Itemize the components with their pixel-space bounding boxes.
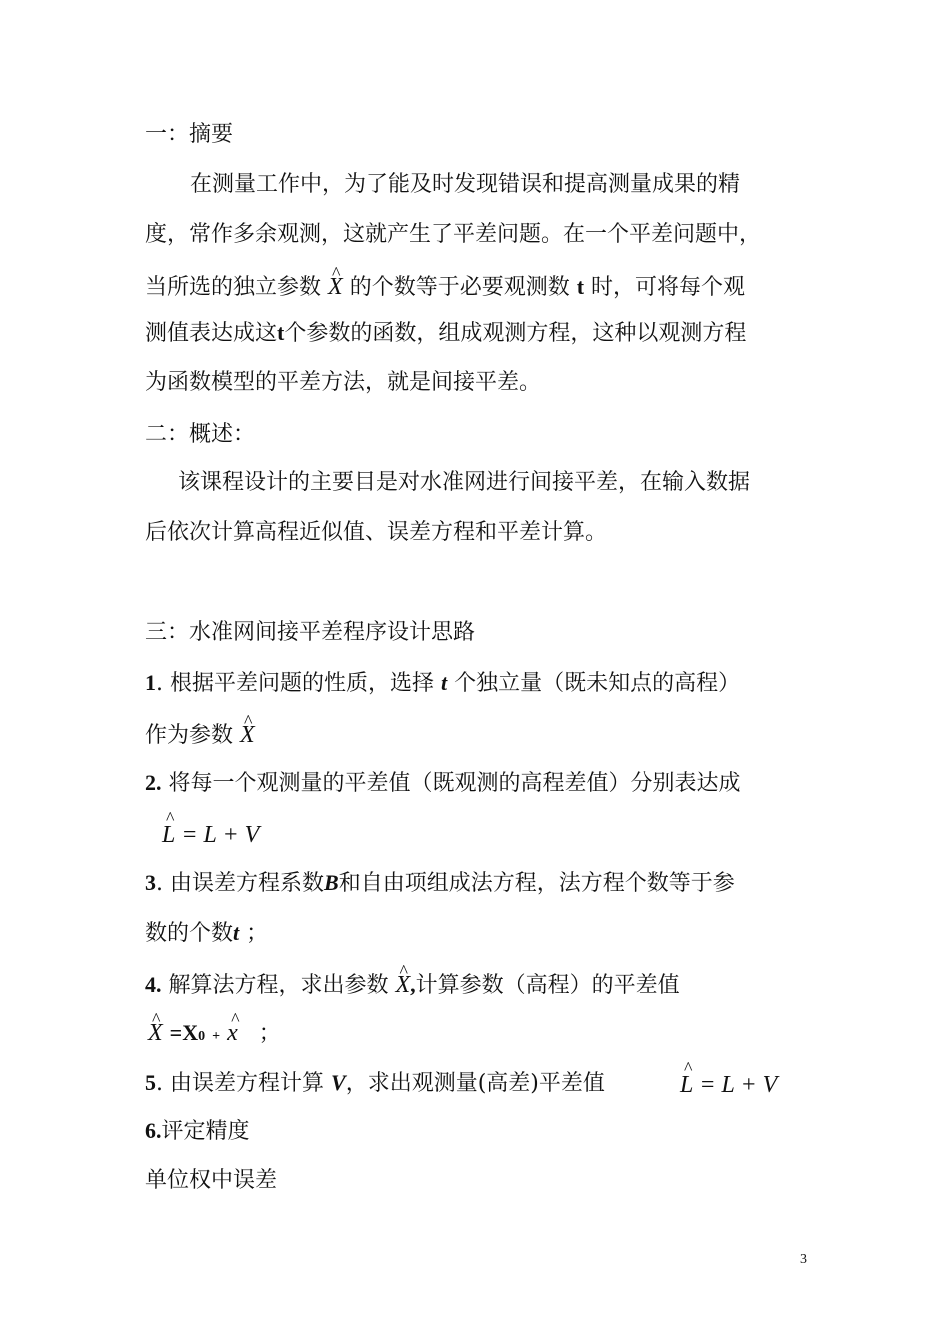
paragraph-line: 单位权中误差 <box>145 1168 278 1193</box>
list-item-3-cont <box>145 918 268 949</box>
subscript-zero: 0 <box>198 1029 206 1044</box>
item-number: 2. <box>145 770 162 795</box>
section-heading-design: 三：水准网间接平差程序设计思路 <box>145 620 476 645</box>
x-hat-lower-symbol <box>227 1018 238 1048</box>
symbol-V: V <box>331 1070 346 1095</box>
paragraph-line <box>145 318 746 349</box>
symbol-t: t <box>441 670 448 695</box>
formula-l-hat: ^ L = L + V <box>162 822 259 849</box>
list-item-2 <box>145 768 741 799</box>
text: ； <box>246 921 269 946</box>
text: ，求出观测量(高差)平差值 <box>345 1071 605 1096</box>
section-heading-abstract: 一：摘要 <box>145 122 234 147</box>
text: 解算法方程，求出参数 <box>161 973 389 998</box>
text: 时，可将每个观 <box>591 275 746 300</box>
item-number: 6. <box>145 1118 162 1143</box>
list-item-5 <box>145 1068 605 1099</box>
paragraph-line: 为函数模型的平差方法，就是间接平差。 <box>145 370 542 395</box>
symbol-B: B <box>324 870 339 895</box>
semicolon: ； <box>258 1021 281 1046</box>
x-hat-symbol: ^ X <box>148 1018 163 1048</box>
x-hat-symbol: ^ X <box>396 970 411 1000</box>
page-number: 3 <box>800 1252 807 1267</box>
symbol-t: t <box>277 320 285 345</box>
text: 和自由项组成法方程，法方程个数等于参 <box>338 871 735 896</box>
formula-l-hat-2: ^ L = L + V <box>680 1072 777 1099</box>
paragraph-line: 后依次计算高程近似值、误差方程和平差计算。 <box>145 520 608 545</box>
paragraph-line: 度，常作多余观测，这就产生了平差问题。在一个平差问题中， <box>145 222 762 247</box>
symbol-t: t <box>233 920 240 945</box>
text: 测值表达成这 <box>145 321 278 346</box>
list-item-4 <box>145 970 680 1001</box>
text: . 由误差方程计算 <box>156 1071 324 1096</box>
plus-sign: + <box>212 1029 221 1044</box>
comma: , <box>410 972 416 997</box>
text: . 由误差方程系数 <box>156 871 324 896</box>
text: . 根据平差问题的性质，选择 <box>156 671 434 696</box>
text: 的个数等于必要观测数 <box>349 275 570 300</box>
x-hat-symbol: ^ X <box>328 272 343 302</box>
item-number: 5 <box>145 1070 156 1095</box>
symbol-t: t <box>576 274 585 299</box>
item-number: 3 <box>145 870 156 895</box>
list-item-3 <box>145 868 735 899</box>
equals-x: =X <box>169 1020 199 1045</box>
text: 当所选的独立参数 <box>145 275 322 300</box>
text: 计算参数（高程）的平差值 <box>415 973 680 998</box>
x-hat-symbol: ^ X <box>240 720 255 750</box>
text: 作为参数 <box>145 723 234 748</box>
text: 数的个数 <box>145 921 234 946</box>
paragraph-line <box>145 272 745 303</box>
x-lower: x <box>227 1020 238 1046</box>
text: 个参数的函数，组成观测方程，这种以观测方程 <box>284 321 747 346</box>
paragraph-line: 该课程设计的主要目是对水准网进行间接平差，在输入数据 <box>178 470 751 495</box>
text: 评定精度 <box>161 1119 250 1144</box>
list-item-1 <box>145 668 740 699</box>
l-hat-symbol: ^ L <box>162 822 175 849</box>
section-heading-overview: 二：概述： <box>145 422 256 447</box>
item-number: 4. <box>145 972 162 997</box>
list-item-6 <box>145 1116 250 1147</box>
text: 个独立量（既未知点的高程） <box>454 671 741 696</box>
formula-x-hat <box>148 1018 281 1052</box>
text: 将每一个观测量的平差值（既观测的高程差值）分别表达成 <box>161 771 741 796</box>
paragraph-line: 在测量工作中，为了能及时发现错误和提高测量成果的精 <box>190 172 741 197</box>
item-number: 1 <box>145 670 156 695</box>
list-item-1-cont <box>145 720 255 751</box>
l-hat-symbol: ^ L <box>680 1072 693 1099</box>
